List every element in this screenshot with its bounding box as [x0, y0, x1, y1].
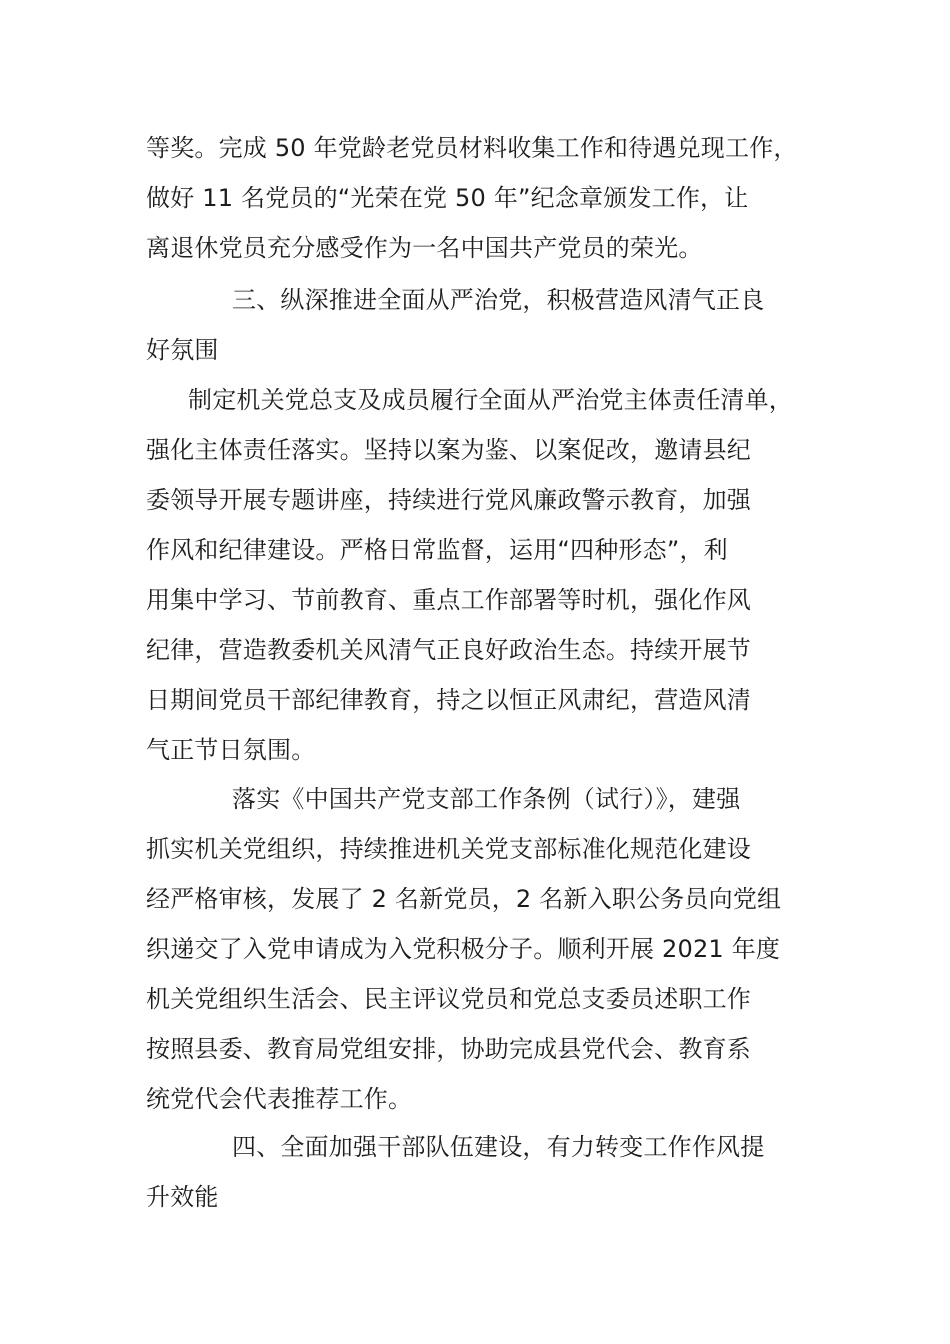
text-line: 日期间党员干部纪律教育，持之以恒正风肃纪，营造风清 — [146, 686, 751, 714]
text-line: 等奖。完成 50 年党龄老党员材料收集工作和待遇兑现工作， — [146, 134, 798, 162]
text-line: 机关党组织生活会、民主评议党员和党总支委员述职工作 — [146, 985, 751, 1013]
text-line: 委领导开展专题讲座，持续进行党风廉政警示教育，加强 — [146, 486, 751, 514]
section-heading-cont: 好氛围 — [146, 336, 219, 364]
text-line: 经严格审核，发展了 2 名新党员，2 名新入职公务员向党组 — [146, 885, 782, 913]
text-line: 离退休党员充分感受作为一名中国共产党员的荣光。 — [146, 234, 703, 262]
section-heading-cont: 升效能 — [146, 1183, 219, 1211]
text-line: 作风和纪律建设。严格日常监督，运用“四种形态”，利 — [146, 536, 728, 564]
text-line: 统党代会代表推荐工作。 — [146, 1085, 413, 1113]
text-line: 强化主体责任落实。坚持以案为鉴、以案促改，邀请县纪 — [146, 436, 751, 464]
text-line: 织递交了入党申请成为入党积极分子。顺利开展 2021 年度 — [146, 935, 781, 963]
text-line: 落实《中国共产党支部工作条例（试行）》，建强 — [232, 785, 741, 813]
text-line: 制定机关党总支及成员履行全面从严治党主体责任清单， — [188, 386, 793, 414]
text-line: 纪律，营造教委机关风清气正良好政治生态。持续开展节 — [146, 636, 751, 664]
text-line: 气正节日氛围。 — [146, 736, 316, 764]
text-line: 按照县委、教育局党组安排，协助完成县党代会、教育系 — [146, 1035, 751, 1063]
section-heading: 三、纵深推进全面从严治党，积极营造风清气正良 — [232, 286, 765, 314]
text-line: 用集中学习、节前教育、重点工作部署等时机，强化作风 — [146, 586, 751, 614]
section-heading: 四、全面加强干部队伍建设，有力转变工作作风提 — [232, 1133, 765, 1161]
text-line: 抓实机关党组织，持续推进机关党支部标准化规范化建设 — [146, 835, 751, 863]
text-line: 做好 11 名党员的“光荣在党 50 年”纪念章颁发工作，让 — [146, 184, 749, 212]
